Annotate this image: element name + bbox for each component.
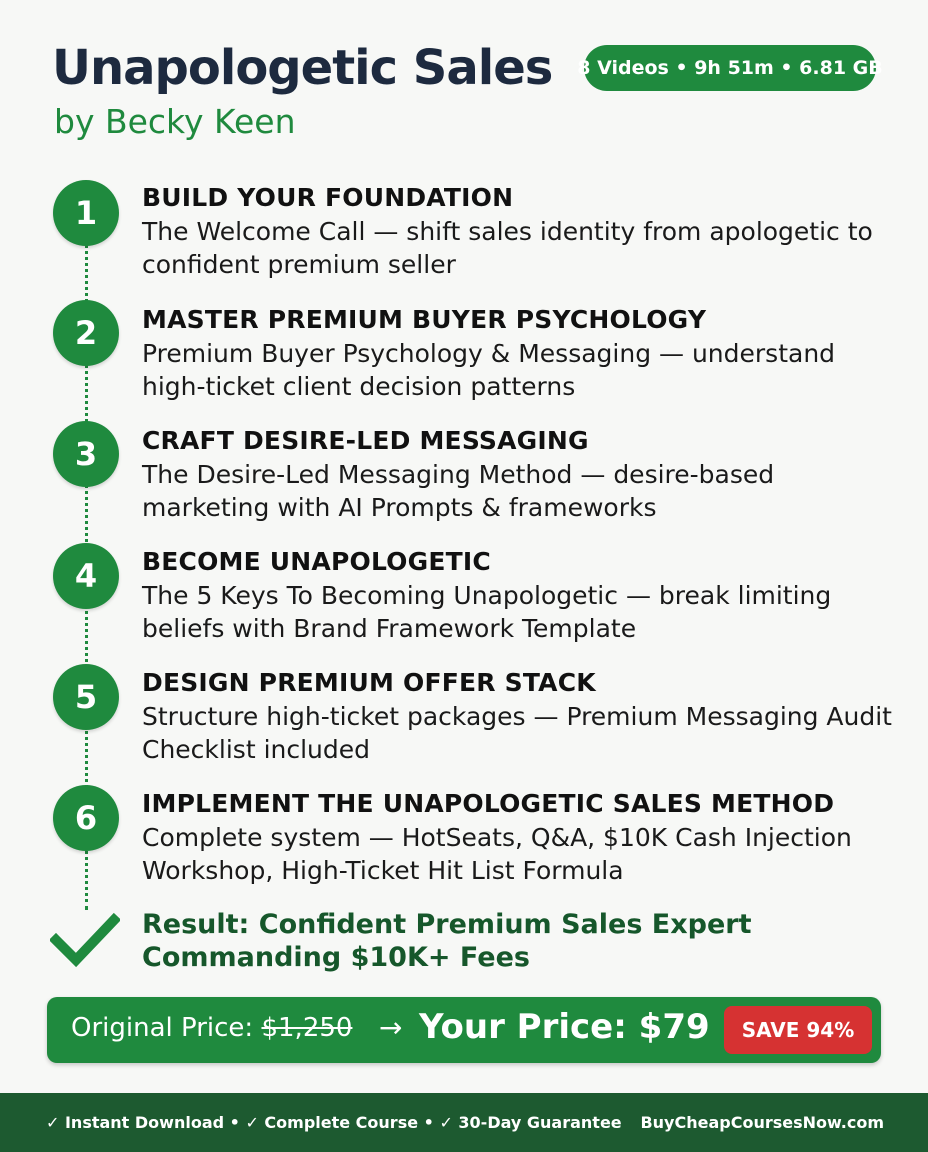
footer-site-link[interactable]: BuyCheapCoursesNow.com xyxy=(640,1113,884,1132)
step-heading-5: DESIGN PREMIUM OFFER STACK xyxy=(142,668,596,697)
step-number-5: 5 xyxy=(53,664,119,730)
step-heading-3: CRAFT DESIRE-LED MESSAGING xyxy=(142,426,589,455)
result-statement: Result: Confident Premium Sales Expert Commanding $10K+ Fees xyxy=(142,909,752,973)
step-number-6: 6 xyxy=(53,785,119,851)
step-description-5: Structure high-ticket packages — Premium Messaging Audit Checklist included xyxy=(142,702,892,764)
checkmark-icon xyxy=(50,912,120,968)
price-banner xyxy=(47,997,881,1063)
step-heading-4: BECOME UNAPOLOGETIC xyxy=(142,547,491,576)
course-stats-badge: 8 Videos • 9h 51m • 6.81 GB xyxy=(584,45,876,91)
step-number-1: 1 xyxy=(53,180,119,246)
step-number-2: 2 xyxy=(53,300,119,366)
original-price-label: Original Price: xyxy=(71,1013,254,1043)
step-number-4: 4 xyxy=(53,543,119,609)
page-title: Unapologetic Sales xyxy=(52,40,553,96)
step-number-3: 3 xyxy=(53,421,119,487)
original-price-value: $1,250 xyxy=(261,1013,353,1043)
save-badge: SAVE 94% xyxy=(724,1006,872,1054)
footer-features: ✓ Instant Download • ✓ Complete Course • ✓ 30-Day Guarantee xyxy=(46,1113,622,1132)
your-price: Your Price: $79 xyxy=(419,1007,710,1047)
step-description-1: The Welcome Call — shift sales identity from apologetic to confident premium seller xyxy=(142,217,873,279)
original-price xyxy=(71,1013,352,1043)
step-heading-1: BUILD YOUR FOUNDATION xyxy=(142,183,514,212)
step-heading-2: MASTER PREMIUM BUYER PSYCHOLOGY xyxy=(142,305,707,334)
author-subtitle: by Becky Keen xyxy=(54,102,296,141)
step-heading-6: IMPLEMENT THE UNAPOLOGETIC SALES METHOD xyxy=(142,789,835,818)
step-description-6: Complete system — HotSeats, Q&A, $10K Cash Injection Workshop, High-Ticket Hit List Formula xyxy=(142,823,852,885)
step-description-2: Premium Buyer Psychology & Messaging — understand high-ticket client decision patterns xyxy=(142,339,836,401)
arrow-right-icon: → xyxy=(379,1011,403,1044)
step-description-3: The Desire-Led Messaging Method — desire-based marketing with AI Prompts & frameworks xyxy=(142,460,775,522)
footer-bar xyxy=(0,1093,928,1152)
step-description-4: The 5 Keys To Becoming Unapologetic — break limiting beliefs with Brand Framework Template xyxy=(142,581,832,643)
